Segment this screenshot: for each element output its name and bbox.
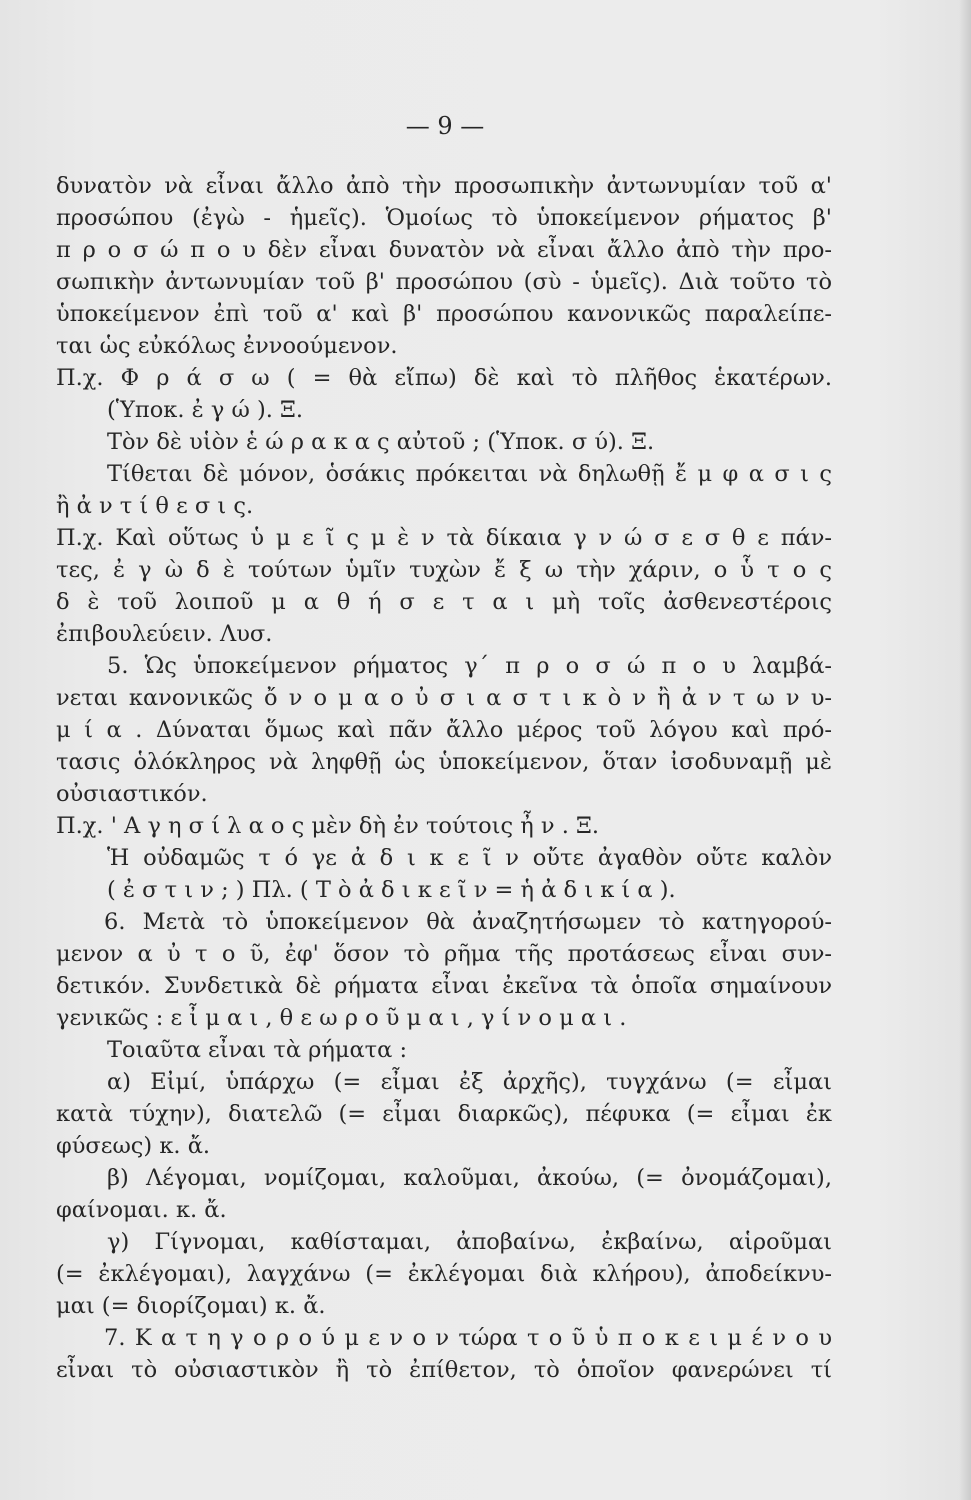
text-line: γ) Γίγνομαι, καθίσταμαι, ἀποβαίνω, ἐκβαίνω, αἱροῦμαι <box>107 1229 832 1255</box>
text-line: 7. Κ α τ η γ ο ρ ο ύ μ ε ν ο ν τώρα τ ο ῦ ὑ π ο κ ε ι μ έ ν ο υ <box>104 1325 832 1351</box>
text-line: ( ἐ σ τ ι ν ; ) Πλ. ( Τ ὸ ἀ δ ι κ ε ῖ ν = ἡ ἀ δ ι κ ί α ). <box>107 877 676 903</box>
text-line: Ἡ οὐδαμῶς τ ό γε ἀ δ ι κ ε ῖ ν οὔτε ἀγαθὸν οὔτε καλὸν <box>107 845 832 871</box>
text-line: δετικόν. Συνδετικὰ δὲ ρήματα εἶναι ἐκεῖνα τὰ ὁποῖα σημαίνουν <box>56 973 832 999</box>
text-line: γενικῶς : ε ἶ μ α ι , θ ε ω ρ ο ῦ μ α ι , γ ί ν ο μ α ι . <box>56 1005 627 1031</box>
text-line: σωπικὴν ἀντωνυμίαν τοῦ β' προσώπου (σὺ - ὑμεῖς). Διὰ τοῦτο τὸ <box>56 269 832 295</box>
text-line: οὐσιαστικόν. <box>56 781 208 807</box>
text-line: (Ὑποκ. ἐ γ ώ ). Ξ. <box>107 397 304 423</box>
text-line: κατὰ τύχην), διατελῶ (= εἶμαι διαρκῶς), πέφυκα (= εἶμαι ἐκ <box>56 1101 832 1127</box>
text-line: νεται κανονικῶς ὄ ν ο μ α ο ὐ σ ι α σ τ ι κ ὸ ν ἢ ἀ ν τ ω ν υ- <box>56 685 832 711</box>
text-line: ἐπιβουλεύειν. Λυσ. <box>56 621 273 647</box>
text-line: μενον α ὐ τ ο ῦ, ἐφ' ὅσον τὸ ρῆμα τῆς προτάσεως εἶναι συν- <box>56 941 832 967</box>
text-line: Π.χ. Καὶ οὕτως ὑ μ ε ῖ ς μ ὲ ν τὰ δίκαια γ ν ώ σ ε σ θ ε πάν- <box>56 525 832 551</box>
text-line: μ ί α . Δύναται ὅμως καὶ πᾶν ἄλλο μέρος τοῦ λόγου καὶ πρό- <box>56 717 832 743</box>
text-line: προσώπου (ἐγὼ - ἡμεῖς). Ὁμοίως τὸ ὑποκείμενον ρήματος β' <box>56 205 832 231</box>
text-line: τες, ἐ γ ὼ δ ὲ τούτων ὑμῖν τυχὼν ἔ ξ ω τὴν χάριν, ο ὗ τ ο ς <box>56 557 832 583</box>
text-line: ὑποκείμενον ἐπὶ τοῦ α' καὶ β' προσώπου κανονικῶς παραλείπε- <box>56 301 832 327</box>
text-line: Π.χ. Φ ρ ά σ ω ( = θὰ εἴπω) δὲ καὶ τὸ πλῆθος ἑκατέρων. <box>56 365 832 391</box>
page-number: — 9 — <box>405 112 485 140</box>
text-line: π ρ ο σ ώ π ο υ δὲν εἶναι δυνατὸν νὰ εἶναι ἄλλο ἀπὸ τὴν προ- <box>56 237 832 263</box>
text-line: ἢ ἀ ν τ ί θ ε σ ι ς. <box>56 493 254 519</box>
text-line: δ ὲ τοῦ λοιποῦ μ α θ ή σ ε τ α ι μὴ τοῖς ἀσθενεστέροις <box>56 589 832 615</box>
text-line: α) Εἰμί, ὑπάρχω (= εἶμαι ἐξ ἀρχῆς), τυγχάνω (= εἶμαι <box>107 1069 832 1095</box>
page-edge-shadow <box>959 0 971 1500</box>
text-line: εἶναι τὸ οὐσιαστικὸν ἢ τὸ ἐπίθετον, τὸ ὁποῖον φανερώνει τί <box>56 1357 832 1383</box>
text-line: φύσεως) κ. ἄ. <box>56 1133 211 1159</box>
text-line: 6. Μετὰ τὸ ὑποκείμενον θὰ ἀναζητήσωμεν τὸ κατηγορού- <box>104 909 832 935</box>
text-line: δυνατὸν νὰ εἶναι ἄλλο ἀπὸ τὴν προσωπικὴν ἀντωνυμίαν τοῦ α' <box>56 173 832 199</box>
text-line: 5. Ὡς ὑποκείμενον ρήματος γ΄ π ρ ο σ ώ π ο υ λαμβά- <box>107 653 832 679</box>
text-line: Τίθεται δὲ μόνον, ὁσάκις πρόκειται νὰ δηλωθῇ ἔ μ φ α σ ι ς <box>107 461 832 487</box>
text-line: ται ὡς εὐκόλως ἐννοούμενον. <box>56 333 398 359</box>
text-line: (= ἐκλέγομαι), λαγχάνω (= ἐκλέγομαι διὰ κλήρου), ἀποδείκνυ- <box>56 1261 832 1287</box>
text-line: Τὸν δὲ υἱὸν ἑ ώ ρ α κ α ς αὐτοῦ ; (Ὑποκ. σ ύ). Ξ. <box>107 429 655 455</box>
text-line: Τοιαῦτα εἶναι τὰ ρήματα : <box>107 1037 408 1063</box>
text-line: β) Λέγομαι, νομίζομαι, καλοῦμαι, ἀκούω, (= ὀνομάζομαι), <box>107 1165 832 1191</box>
text-line: Π.χ. ' Α γ η σ ί λ α ο ς μὲν δὴ ἐν τούτοις ἦ ν . Ξ. <box>56 813 599 839</box>
text-line: φαίνομαι. κ. ἄ. <box>56 1197 227 1223</box>
text-line: μαι (= διορίζομαι) κ. ἄ. <box>56 1293 326 1319</box>
text-line: τασις ὁλόκληρος νὰ ληφθῇ ὡς ὑποκείμενον, ὅταν ἰσοδυναμῇ μὲ <box>56 749 832 775</box>
